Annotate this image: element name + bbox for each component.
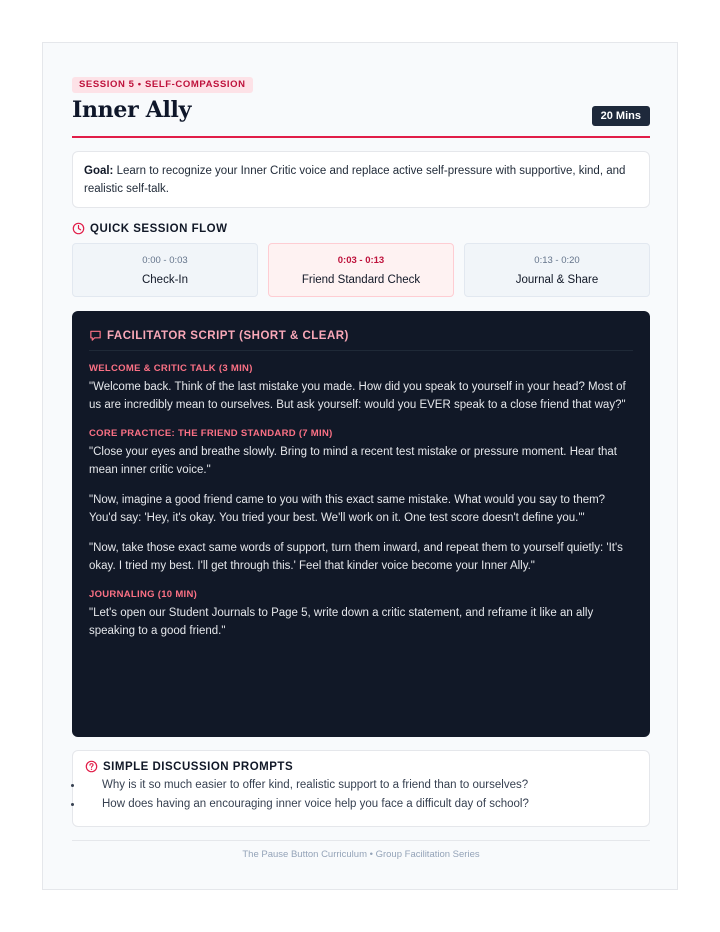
prompts-list (85, 776, 637, 814)
speech-bubble-icon (89, 329, 102, 342)
flow-step-label: Check-In (141, 274, 189, 286)
session-badge: SESSION 5 • SELF-COMPASSION (72, 77, 253, 93)
goal-label: Goal: (84, 165, 114, 177)
discussion-prompts (72, 750, 650, 827)
page-title: Inner Ally (72, 97, 192, 123)
script-section-title: JOURNALING (10 MIN) (89, 589, 198, 600)
flow-step-label: Friend Standard Check (301, 274, 421, 286)
flow-step-time: 0:03 - 0:13 (337, 255, 385, 266)
list-item: Why is it so much easier to offer kind, realistic support to a friend than to ourselves? (85, 776, 637, 795)
script-paragraph: "Now, take those exact same words of support, turn them inward, and repeat them to yourself quietly: 'It's okay. I tried my best. I'll get through this.' Feel that kinder voice become your Inner Ally." (89, 542, 623, 572)
question-circle-icon (85, 760, 98, 773)
worksheet-page (42, 42, 678, 890)
title-divider (72, 136, 650, 138)
script-section-title: CORE PRACTICE: THE FRIEND STANDARD (7 MIN) (89, 428, 333, 439)
prompts-heading-text: SIMPLE DISCUSSION PROMPTS (103, 760, 294, 773)
flow-step-friend-standard (268, 243, 454, 297)
script-paragraph: "Welcome back. Think of the last mistake you made. How did you speak to yourself in your head? Most of us are incredibly mean to ourselves. But ask yourself: would you EVER speak to a close friend that way?" (89, 381, 626, 411)
list-item: How does having an encouraging inner voice help you face a difficult day of school? (85, 795, 637, 814)
flow-heading-text: QUICK SESSION FLOW (90, 222, 228, 235)
script-paragraph: "Close your eyes and breathe slowly. Bring to mind a recent test mistake or pressure moment. Hear that mean inner critic voice." (89, 446, 617, 476)
script-paragraph: "Now, imagine a good friend came to you with this exact same mistake. What would you say to them? You'd say: 'Hey, it's okay. You tried your best. We'll work on it. One test score doesn't define you.'" (89, 494, 606, 524)
script-section-title: WELCOME & CRITIC TALK (3 MIN) (89, 363, 253, 374)
flow-heading (72, 222, 227, 235)
facilitator-script-panel (72, 311, 650, 737)
duration-badge: 20 Mins (592, 106, 650, 126)
goal-text: Learn to recognize your Inner Critic voice and replace active self-pressure with supportive, kind, and realistic self-talk. (84, 165, 626, 195)
flow-step-journal (464, 243, 650, 297)
script-heading-text: FACILITATOR SCRIPT (SHORT & CLEAR) (107, 330, 349, 342)
footer-text: The Pause Button Curriculum • Group Facilitation Series (242, 849, 480, 860)
prompts-heading (85, 760, 637, 773)
flow-step-check-in (72, 243, 258, 297)
goal-box (72, 151, 650, 208)
flow-step-label: Journal & Share (515, 274, 599, 286)
flow-step-time: 0:13 - 0:20 (534, 255, 580, 266)
flow-step-time: 0:00 - 0:03 (142, 255, 188, 266)
script-heading (89, 311, 633, 351)
session-flow (72, 243, 650, 297)
footer-divider (72, 840, 650, 841)
script-paragraph: "Let's open our Student Journals to Page 5, write down a critic statement, and reframe it like an ally speaking to a good friend." (89, 607, 594, 637)
clock-icon (72, 222, 85, 235)
